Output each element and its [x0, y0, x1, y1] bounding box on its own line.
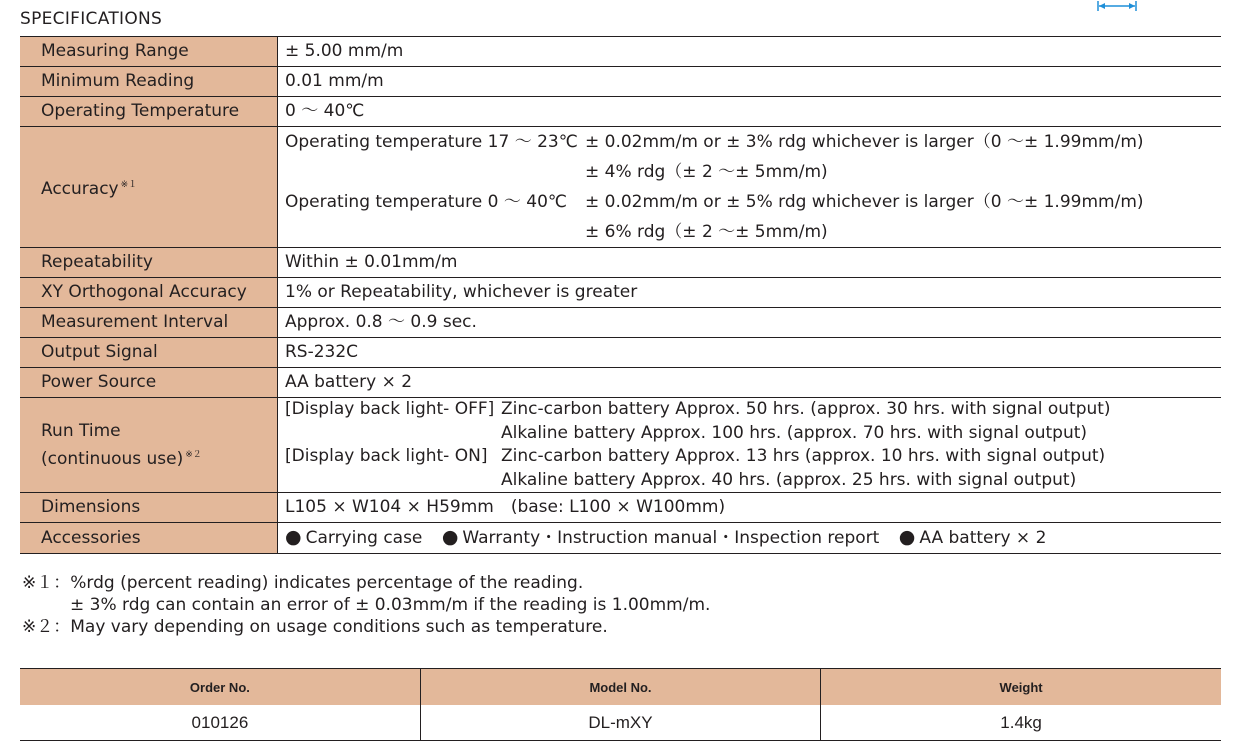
spec-label-accuracy	[20, 127, 278, 248]
spec-label: Measuring Range	[20, 37, 278, 67]
spec-value: Approx. 0.8 ～ 0.9 sec.	[278, 308, 1222, 338]
spec-row-run-time	[20, 398, 1221, 493]
accessory-item	[442, 528, 880, 548]
spec-label: Operating Temperature	[20, 97, 278, 127]
bullet-icon: ●	[285, 526, 302, 548]
spec-value-accessories	[278, 523, 1222, 554]
accuracy-value: ± 4% rdg（± 2 ～± 5mm/m)	[585, 162, 828, 182]
spec-value: L105 × W104 × H59mm (base: L100 × W100mm)	[278, 493, 1222, 523]
header-order-no: Order No.	[20, 669, 420, 706]
header-weight: Weight	[821, 669, 1221, 706]
spec-label: Output Signal	[20, 338, 278, 368]
accuracy-condition: Operating temperature 0 ～ 40℃	[285, 192, 568, 212]
footnotes	[22, 572, 710, 638]
spec-value: 1% or Repeatability, whichever is greater	[278, 278, 1222, 308]
order-no-value: 010126	[20, 705, 420, 741]
run-time-mode	[285, 422, 501, 446]
accessory-item	[285, 528, 422, 548]
accuracy-condition	[285, 217, 585, 247]
spec-label: XY Orthogonal Accuracy	[20, 278, 278, 308]
header-model-no: Model No.	[420, 669, 820, 706]
run-time-value: Alkaline battery Approx. 40 hrs. (approx. 25 hrs. with signal output)	[501, 469, 1077, 490]
spec-value: 0.01 mm/m	[278, 67, 1222, 97]
accessory-label: Carrying case	[305, 528, 423, 548]
spec-row-accuracy	[20, 127, 1221, 248]
spec-row-repeatability	[20, 248, 1221, 278]
spec-value-accuracy	[278, 127, 1222, 248]
accuracy-condition	[285, 157, 585, 187]
spec-label: Run Time	[41, 421, 121, 441]
run-time-value: Zinc-carbon battery Approx. 50 hrs. (approx. 30 hrs. with signal output)	[501, 399, 1111, 419]
specifications-table	[20, 36, 1221, 554]
spec-label: Measurement Interval	[20, 308, 278, 338]
order-table-row	[20, 705, 1221, 741]
spec-label: Repeatability	[20, 248, 278, 278]
spec-label: Power Source	[20, 368, 278, 398]
spec-row-measuring-range	[20, 37, 1221, 67]
spec-value-run-time	[278, 398, 1222, 493]
bullet-icon: ●	[898, 526, 916, 548]
run-time-mode: [Display back light- OFF]	[285, 399, 495, 419]
accuracy-value: ± 0.02mm/m or ± 3% rdg whichever is larger（0 ～± 1.99mm/m)	[585, 132, 1144, 152]
spec-label: Accuracy	[41, 178, 119, 199]
accessory-label: Warranty・Instruction manual・Inspection report	[462, 528, 880, 548]
spec-value: 0 ～ 40℃	[278, 97, 1222, 127]
spec-label: Dimensions	[20, 493, 278, 523]
footnote-1-continued: ± 3% rdg can contain an error of ± 0.03mm/m if the reading is 1.00mm/m.	[70, 595, 711, 615]
spec-value: ± 5.00 mm/m	[278, 37, 1222, 67]
spec-row-minimum-reading	[20, 67, 1221, 97]
dimension-arrow-icon	[1097, 1, 1137, 11]
spec-label-run-time	[20, 398, 278, 493]
spec-value: RS-232C	[278, 338, 1222, 368]
footnote-marker: ※１	[120, 179, 138, 190]
spec-row-power-source	[20, 368, 1221, 398]
spec-label: Accessories	[20, 523, 278, 554]
run-time-mode: [Display back light- ON]	[285, 446, 488, 466]
spec-row-dimensions	[20, 493, 1221, 523]
accuracy-condition: Operating temperature 17 ～ 23℃	[285, 132, 578, 152]
run-time-value: Zinc-carbon battery Approx. 13 hrs (approx. 10 hrs. with signal output)	[501, 446, 1106, 466]
spec-row-output-signal	[20, 338, 1221, 368]
spec-row-measurement-interval	[20, 308, 1221, 338]
spec-row-operating-temperature	[20, 97, 1221, 127]
spec-label: Minimum Reading	[20, 67, 278, 97]
footnote-2: ※２：May vary depending on usage conditions such as temperature.	[22, 617, 608, 637]
accessory-item	[899, 528, 1047, 548]
footnote-1: ※１：%rdg (percent reading) indicates percentage of the reading.	[22, 573, 584, 593]
spec-row-accessories	[20, 523, 1221, 554]
run-time-mode	[285, 469, 501, 493]
order-table-header	[20, 669, 1221, 706]
bullet-icon: ●	[441, 526, 459, 548]
run-time-value: Alkaline battery Approx. 100 hrs. (approx. 70 hrs. with signal output)	[501, 422, 1088, 443]
spec-label: (continuous use)	[41, 449, 184, 469]
spec-row-xy-orthogonal	[20, 278, 1221, 308]
accuracy-value: ± 0.02mm/m or ± 5% rdg whichever is larger（0 ～± 1.99mm/m)	[585, 192, 1144, 212]
page-title: SPECIFICATIONS	[20, 9, 163, 29]
model-no-value: DL-mXY	[420, 705, 820, 741]
order-table	[20, 668, 1221, 741]
weight-value: 1.4kg	[821, 705, 1221, 741]
spec-value: AA battery × 2	[278, 368, 1222, 398]
spec-value: Within ± 0.01mm/m	[278, 248, 1222, 278]
accessory-label: AA battery × 2	[919, 528, 1047, 548]
footnote-marker: ※２	[185, 450, 202, 460]
accuracy-value: ± 6% rdg（± 2 ～± 5mm/m)	[585, 222, 828, 242]
